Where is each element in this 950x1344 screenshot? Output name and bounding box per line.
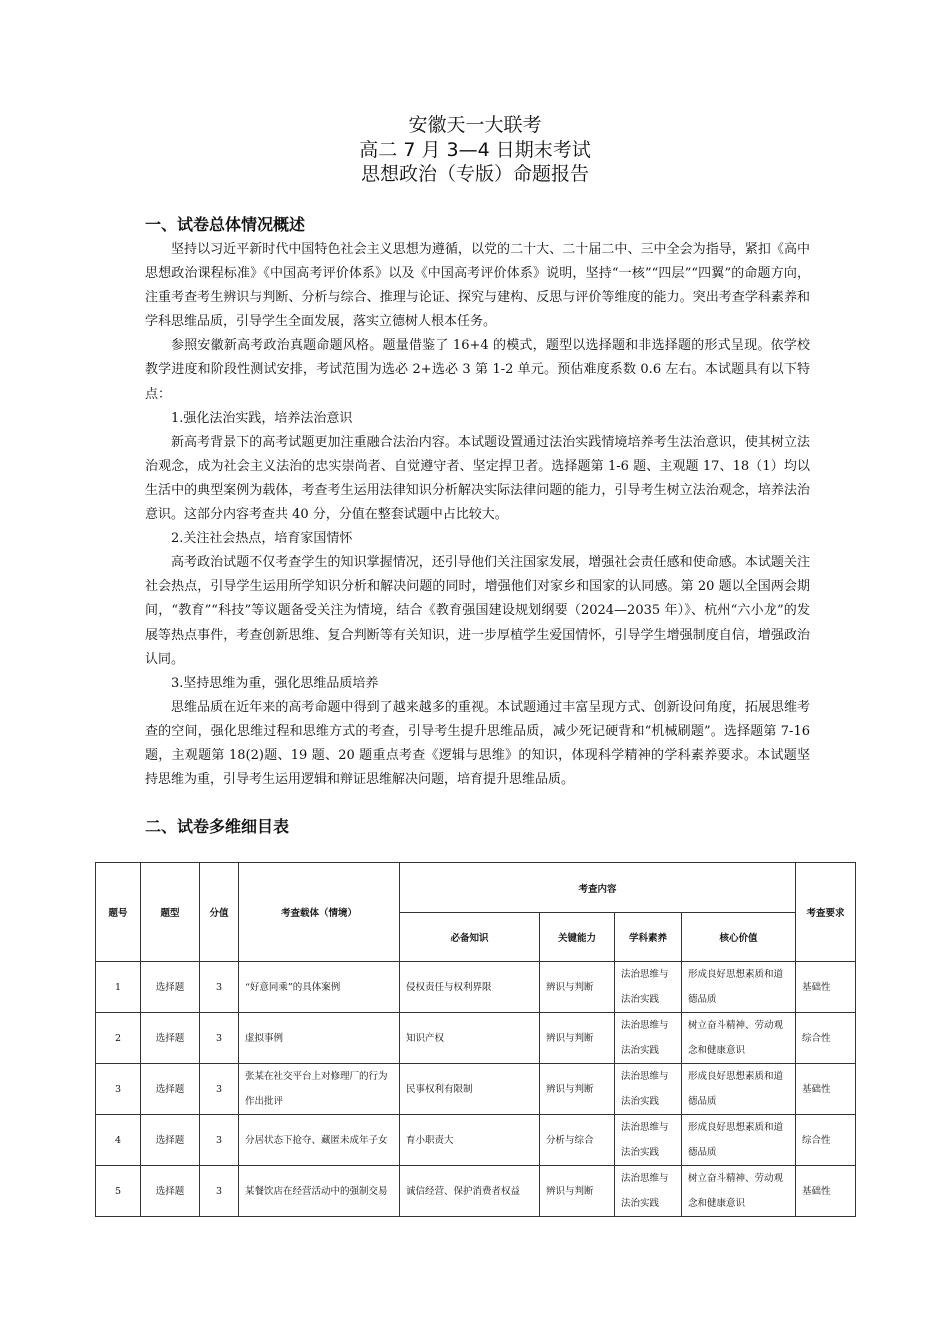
cell-carrier: “好意同乘”的具体案例	[239, 962, 400, 1013]
cell-literacy: 法治思维与法治实践	[615, 1013, 682, 1064]
title-line-1: 安徽天一大联考	[408, 114, 542, 136]
cell-score: 3	[200, 1064, 239, 1115]
cell-carrier: 分居状态下抢夺、藏匿未成年子女	[239, 1115, 400, 1166]
cell-carrier: 虚拟事例	[239, 1013, 400, 1064]
cell-num: 4	[96, 1115, 141, 1166]
table-row	[96, 1166, 856, 1217]
header-requirement: 考查要求	[796, 863, 856, 962]
header-type: 题型	[141, 863, 200, 962]
cell-type: 选择题	[141, 1064, 200, 1115]
cell-num: 3	[96, 1064, 141, 1115]
document-title-block	[0, 113, 950, 187]
table-row	[96, 962, 856, 1013]
header-num: 题号	[96, 863, 141, 962]
cell-value: 树立奋斗精神、劳动观念和健康意识	[682, 1013, 796, 1064]
section-1-heading: 一、试卷总体情况概述	[145, 215, 306, 234]
section-2-heading: 二、试卷多维细目表	[145, 817, 290, 836]
cell-knowledge: 知识产权	[400, 1013, 540, 1064]
cell-ability: 辨识与判断	[540, 1064, 615, 1115]
header-knowledge: 必备知识	[400, 913, 540, 962]
cell-literacy: 法治思维与法治实践	[615, 962, 682, 1013]
cell-literacy: 法治思维与法治实践	[615, 1064, 682, 1115]
paragraph: 坚持以习近平新时代中国特色社会主义思想为遵循，以党的二十大、二十届二中、三中全会为指导，紧扣《高中思想政治课程标准》《中国高考评价体系》以及《中国高考评价体系》说明，坚持“一核”“四层”“四翼”的命题方向，注重考查考生辨识与判断、分析与综合、推理与论证、探究与建构、反思与评价等维度的能力。突出考查学科素养和学科思维品质，引导学生全面发展，落实立德树人根本任务。	[145, 242, 810, 330]
cell-ability: 辨识与判断	[540, 962, 615, 1013]
table-row	[96, 1013, 856, 1064]
cell-value: 形成良好思想素质和道德品质	[682, 962, 796, 1013]
cell-value: 形成良好思想素质和道德品质	[682, 1115, 796, 1166]
cell-requirement: 综合性	[796, 1013, 856, 1064]
cell-type: 选择题	[141, 962, 200, 1013]
cell-carrier: 某餐饮店在经营活动中的强制交易	[239, 1166, 400, 1217]
cell-value: 树立奋斗精神、劳动观念和健康意识	[682, 1166, 796, 1217]
paragraph: 思维品质在近年来的高考命题中得到了越来越多的重视。本试题通过丰富呈现方式、创新设问角度，拓展思维考查的空间，强化思维过程和思维方式的考查，引导考生提升思维品质，减少死记硬背和“机械刷题”。选择题第 7-16 题，主观题第 18(2)题、19 题、20 题重点考查《逻辑与思维》的知识，体现科学精神的学科素养要求。本试题坚持思维为重，引导考生运用逻辑和辩证思维解决问题，培育提升思维品质。	[145, 699, 810, 788]
paragraph: 高考政治试题不仅考查学生的知识掌握情况，还引导他们关注国家发展，增强社会责任感和使命感。本试题关注社会热点，引导学生运用所学知识分析和解决问题的同时，增强他们对家乡和国家的认同感。第 20 题以全国两会期间，“教育”“科技”等议题备受关注为情境，结合《教育强国建设规划纲要（2024—2035 年）》、杭州“六小龙”的发展等热点事件，考查创新思维、复合判断等有关知识，进一步厚植学生爱国情怀，引导学生增强制度自信，增强政治认同。	[145, 555, 810, 667]
cell-knowledge: 民事权利有限制	[400, 1064, 540, 1115]
cell-num: 1	[96, 962, 141, 1013]
cell-requirement: 基础性	[796, 1166, 856, 1217]
header-value: 核心价值	[682, 913, 796, 962]
detail-table	[95, 862, 856, 1217]
cell-carrier: 张某在社交平台上对修理厂的行为作出批评	[239, 1064, 400, 1115]
header-literacy: 学科素养	[615, 913, 682, 962]
subheading: 3.坚持思维为重，强化思维品质培养	[171, 675, 379, 691]
paragraph: 参照安徽新高考政治真题命题风格。题量借鉴了 16+4 的模式，题型以选择题和非选择题的形式呈现。依学校教学进度和阶段性测试安排，考试范围为选必 2+选必 3 第 1-2 单元。预估难度系数 0.6 左右。本试题具有以下特点：	[145, 338, 810, 402]
header-content: 考查内容	[400, 863, 796, 913]
cell-score: 3	[200, 1166, 239, 1217]
cell-knowledge: 育小职责大	[400, 1115, 540, 1166]
cell-score: 3	[200, 962, 239, 1013]
cell-num: 2	[96, 1013, 141, 1064]
cell-type: 选择题	[141, 1013, 200, 1064]
cell-ability: 辨识与判断	[540, 1013, 615, 1064]
header-ability: 关键能力	[540, 913, 615, 962]
cell-value: 形成良好思想素质和道德品质	[682, 1064, 796, 1115]
cell-num: 5	[96, 1166, 141, 1217]
title-line-2: 高二 7 月 3—4 日期末考试	[359, 138, 591, 161]
table-header-row	[96, 863, 856, 913]
header-score: 分值	[200, 863, 239, 962]
cell-score: 3	[200, 1013, 239, 1064]
table-row	[96, 1064, 856, 1115]
cell-ability: 分析与综合	[540, 1115, 615, 1166]
cell-knowledge: 侵权责任与权利界限	[400, 962, 540, 1013]
header-carrier: 考查载体（情境）	[239, 863, 400, 962]
cell-type: 选择题	[141, 1166, 200, 1217]
cell-type: 选择题	[141, 1115, 200, 1166]
cell-requirement: 基础性	[796, 1064, 856, 1115]
subheading: 1.强化法治实践，培养法治意识	[171, 410, 353, 426]
cell-score: 3	[200, 1115, 239, 1166]
cell-knowledge: 诚信经营、保护消费者权益	[400, 1166, 540, 1217]
cell-literacy: 法治思维与法治实践	[615, 1115, 682, 1166]
cell-ability: 辨识与判断	[540, 1166, 615, 1217]
subheading: 2.关注社会热点，培育家国情怀	[171, 531, 353, 547]
cell-literacy: 法治思维与法治实践	[615, 1166, 682, 1217]
title-line-3: 思想政治（专版）命题报告	[360, 163, 589, 185]
cell-requirement: 基础性	[796, 962, 856, 1013]
cell-requirement: 综合性	[796, 1115, 856, 1166]
table-row	[96, 1115, 856, 1166]
paragraph: 新高考背景下的高考试题更加注重融合法治内容。本试题设置通过法治实践情境培养考生法治意识，使其树立法治观念，成为社会主义法治的忠实崇尚者、自觉遵守者、坚定捍卫者。选择题第 1-6 题、主观题 17、18（1）均以生活中的典型案例为载体，考查考生运用法律知识分析解决实际法律问题的能力，引导考生树立法治观念，培养法治意识。这部分内容考查共 40 分，分值在整套试题中占比较大。	[145, 434, 810, 523]
section-1-body	[145, 238, 810, 792]
